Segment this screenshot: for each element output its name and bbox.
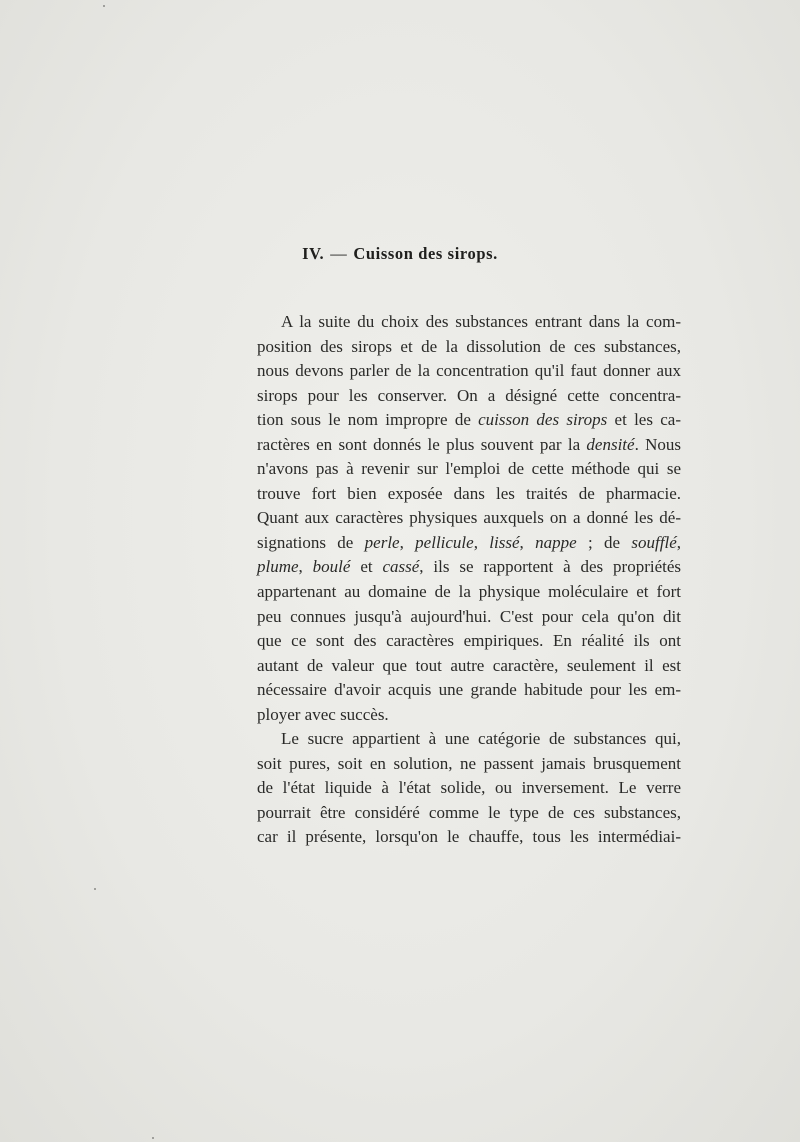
text-line: Quant aux caractères physiques auxquels on a donné les dé- [257,508,681,528]
text-line: ractères en sont donnés le plus souvent par la densité. Nous [257,434,681,454]
text-line: nécessaire d'avoir acquis une grande habitude pour les em- [257,680,681,700]
text-line: de l'état liquide à l'état solide, ou inversement. Le verre [257,778,681,798]
scan-speck [94,888,96,890]
text-line: A la suite du choix des substances entrant dans la com- [281,312,681,331]
text-line: car il présente, lorsqu'on le chauffe, tous les intermédiai- [257,827,681,847]
text-line: n'avons pas à revenir sur l'emploi de cette méthode qui se [257,459,681,479]
section-heading [0,244,800,264]
text-line: trouve fort bien exposée dans les traités de pharmacie. [257,483,681,503]
text-line: que ce sont des caractères empiriques. En réalité ils ont [257,631,681,651]
text-line: peu connues jusqu'à aujourd'hui. C'est pour cela qu'on dit [257,606,681,626]
body-text [257,310,681,850]
scan-speck [103,5,105,7]
scan-speck [152,1137,154,1139]
text-line: ployer avec succès. [257,704,389,724]
text-line: position des sirops et de la dissolution de ces substances, [257,336,681,356]
text-line: pourrait être considéré comme le type de ces substances, [257,802,681,822]
text-line: Le sucre appartient à une catégorie de substances qui, [281,729,681,749]
text-line: plume, boulé et cassé, ils se rapportent à des propriétés [257,557,682,577]
text-line: appartenant au domaine de la physique moléculaire et fort [257,582,681,602]
text-line: sirops pour les conserver. On a désigné cette concentra- [257,385,681,405]
section-number: IV. [302,244,325,263]
text-line: nous devons parler de la concentration qu'il faut donner aux [257,361,681,381]
text-line: signations de perle, pellicule, lissé, nappe ; de soufflé, [257,532,681,552]
section-title: Cuisson des sirops. [353,244,498,263]
text-line: soit pures, soit en solution, ne passent jamais brusquement [257,753,681,773]
text-line: autant de valeur que tout autre caractère, seulement il est [257,655,681,675]
text-line: tion sous le nom impropre de cuisson des sirops et les ca- [257,410,681,430]
heading-dash: — [330,244,348,263]
